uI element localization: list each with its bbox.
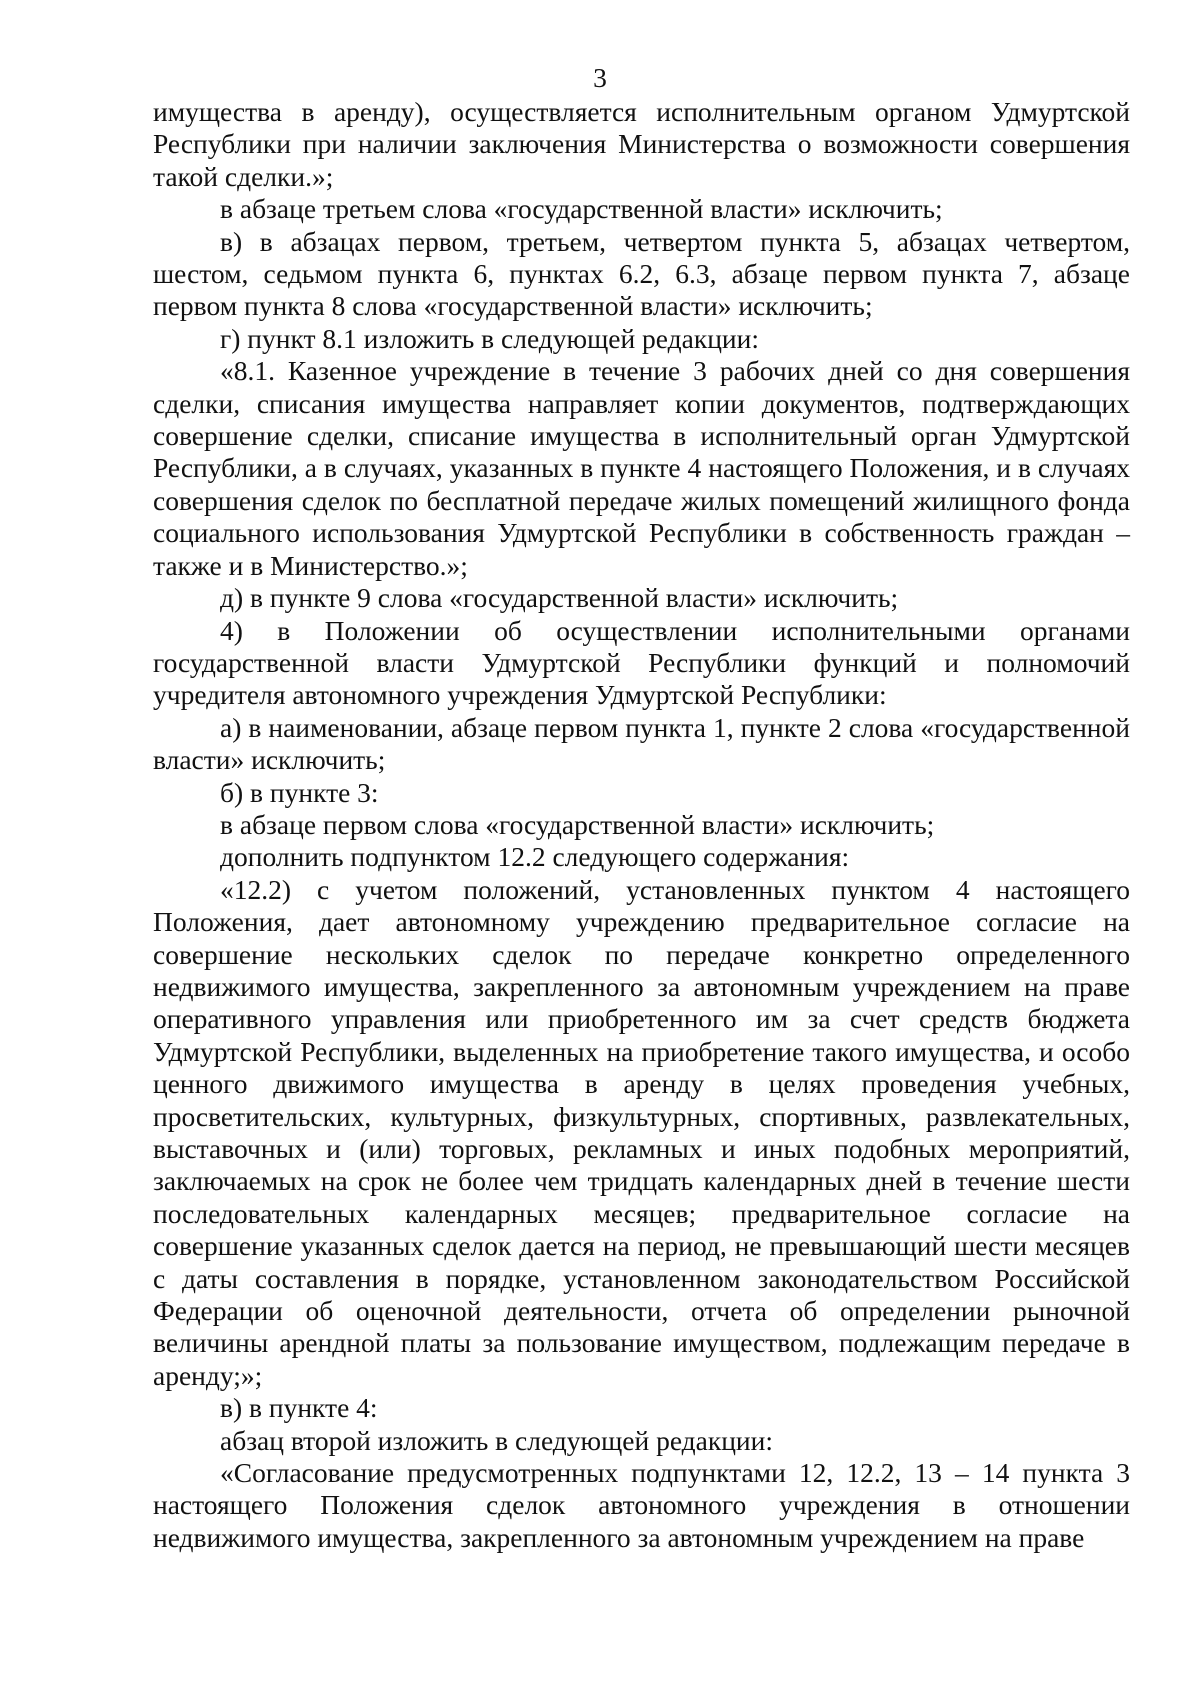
paragraph: в) в пункте 4: (220, 1392, 378, 1424)
paragraph: б) в пункте 3: (220, 776, 379, 808)
paragraph: «8.1. Казенное учреждение в течение 3 рабочих дней со дня совершения сделки, списания имущества направляет копии документов, подтверждающих совершение сделки, списание имущества в исполнительный орган Удмуртской Республики, а в случаях, указанных в пункте 4 настоящего Положения, и в случаях совершения сделок по бесплатной передаче жилых помещений жилищного фонда социального использования Удмуртской Республики в собственность граждан – также и в Министерство.»; (153, 355, 1130, 581)
paragraph: «12.2) с учетом положений, установленных пунктом 4 настоящего Положения, дает автономному учреждению предварительное согласие на совершение нескольких сделок по передаче конкретно определенного недвижимого имущества, закрепленного за автономным учреждением на праве оперативного управления или приобретенного им за счет средств бюджета Удмуртской Республики, выделенных на приобретение такого имущества, и особо ценного движимого имущества в аренду в целях проведения учебных, просветительских, культурных, физкультурных, спортивных, развлекательных, выставочных и (или) торговых, рекламных и иных подобных мероприятий, заключаемых на срок не более чем тридцать календарных дней в течение шести последовательных календарных месяцев; предварительное согласие на совершение указанных сделок дается на период, не превышающий шести месяцев с даты составления в порядке, установленном законодательством Российской Федерации об оценочной деятельности, отчета об определении рыночной величины арендной платы за пользование имуществом, подлежащим передаче в аренду;»; (153, 873, 1130, 1391)
paragraph: дополнить подпунктом 12.2 следующего содержания: (220, 841, 850, 873)
paragraph: 4) в Положении об осуществлении исполнительными органами государственной власти Удмуртской Республики функций и полномочий учредителя автономного учреждения Удмуртской Республики: (153, 614, 1130, 711)
paragraph: в) в абзацах первом, третьем, четвертом пункта 5, абзацах четвертом, шестом, седьмом пункта 6, пунктах 6.2, 6.3, абзаце первом пункта 7, абзаце первом пункта 8 слова «государственной власти» исключить; (153, 225, 1130, 322)
paragraph: г) пункт 8.1 изложить в следующей редакции: (220, 322, 759, 354)
paragraph: абзац второй изложить в следующей редакции: (220, 1424, 774, 1456)
paragraph: «Согласование предусмотренных подпунктами 12, 12.2, 13 – 14 пункта 3 настоящего Положения сделок автономного учреждения в отношении недвижимого имущества, закрепленного за автономным учреждением на праве (153, 1457, 1130, 1553)
paragraph: в абзаце третьем слова «государственной власти» исключить; (220, 193, 943, 225)
paragraph: д) в пункте 9 слова «государственной власти» исключить; (220, 582, 899, 614)
paragraph: имущества в аренду), осуществляется исполнительным органом Удмуртской Республики при наличии заключения Министерства о возможности совершения такой сделки.»; (153, 96, 1130, 192)
paragraph: в абзаце первом слова «государственной власти» исключить; (220, 808, 935, 840)
page-number: 3 (593, 62, 607, 93)
document-body (153, 96, 1130, 1554)
paragraph: а) в наименовании, абзаце первом пункта 1, пункте 2 слова «государственной власти» исключить; (153, 711, 1130, 776)
